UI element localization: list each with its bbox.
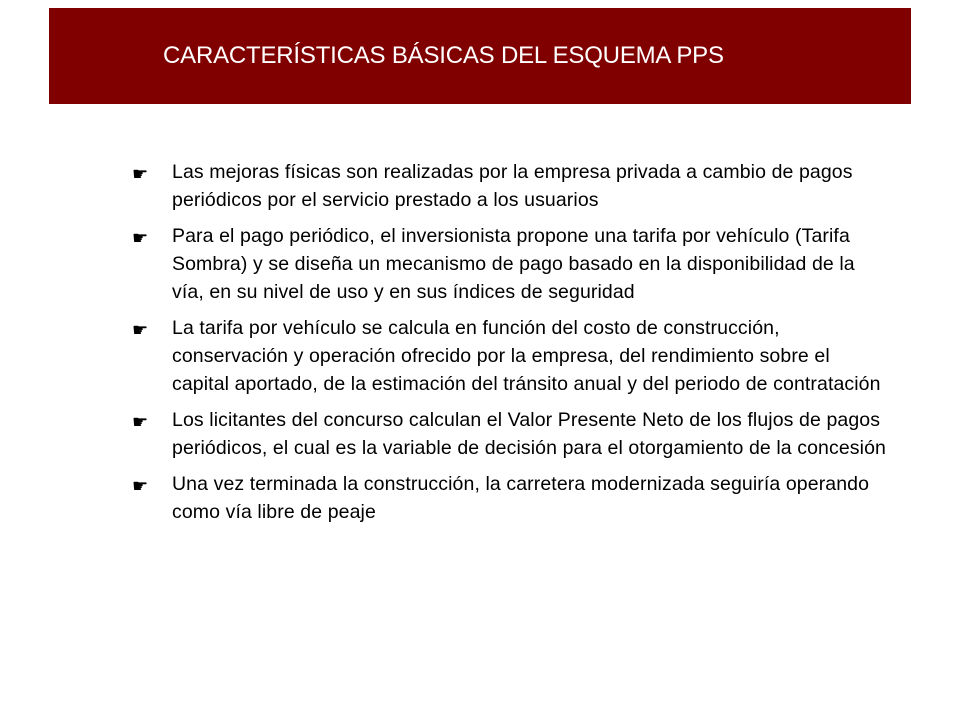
slide-title: CARACTERÍSTICAS BÁSICAS DEL ESQUEMA PPS (163, 42, 724, 69)
bullet-text: La tarifa por vehículo se calcula en función del costo de construcción, conservación y operación ofrecido por la empresa, del rendimiento sobre el capital aportado, de la estimación del tránsito anual y del periodo de contratación (172, 317, 881, 395)
bullet-text: Las mejoras físicas son realizadas por la empresa privada a cambio de pagos periódicos por el servicio prestado a los usuarios (172, 161, 853, 211)
bullet-item (132, 314, 892, 398)
bullet-text: Una vez terminada la construcción, la carretera modernizada seguiría operando como vía libre de peaje (172, 473, 870, 523)
bullet-item (132, 470, 892, 526)
bullet-item (132, 406, 892, 462)
pointing-hand-icon: ☛ (132, 320, 149, 340)
bullet-list (132, 158, 892, 534)
bullet-item (132, 222, 892, 306)
pointing-hand-icon: ☛ (132, 476, 149, 496)
pointing-hand-icon: ☛ (132, 228, 149, 248)
bullet-text: Los licitantes del concurso calculan el Valor Presente Neto de los flujos de pagos periódicos, el cual es la variable de decisión para el otorgamiento de la concesión (172, 409, 886, 459)
pointing-hand-icon: ☛ (132, 164, 149, 184)
bullet-text: Para el pago periódico, el inversionista propone una tarifa por vehículo (Tarifa Sombra) y se diseña un mecanismo de pago basado en la disponibilidad de la vía, en su nivel de uso y en sus índices de seguridad (172, 225, 855, 303)
title-bar (49, 8, 911, 104)
bullet-item (132, 158, 892, 214)
pointing-hand-icon: ☛ (132, 412, 149, 432)
